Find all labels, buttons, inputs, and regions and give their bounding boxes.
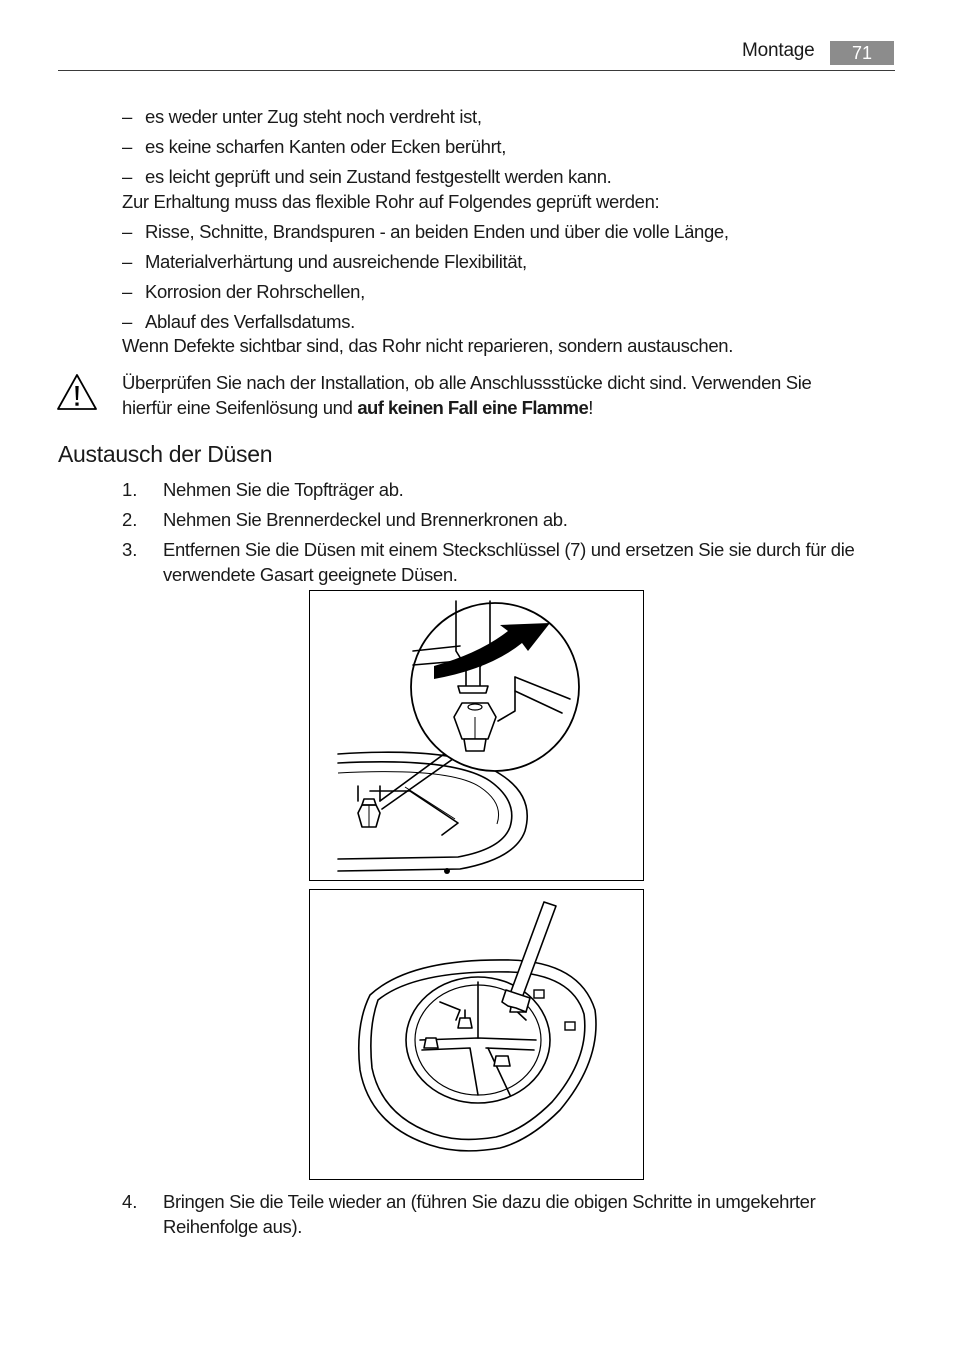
step-text: Reihenfolge aus). [163,1216,303,1237]
list-dash: – [122,251,133,272]
list-dash: – [122,281,133,302]
burner-wrench-illustration [310,890,643,1179]
warning-text-line1: Überprüfen Sie nach der Installation, ob alle Anschlussstücke dicht sind. Verwenden Sie [122,372,812,393]
header-divider [58,70,895,71]
list-item: Materialverhärtung und ausreichende Flexibilität, [145,251,527,272]
nozzle-detail-illustration [310,591,643,880]
warning-emphasis: auf keinen Fall eine Flamme [357,397,589,418]
section-heading: Austausch der Düsen [58,441,273,467]
list-item: es weder unter Zug steht noch verdreht ist, [145,106,482,127]
magnifier-circle [411,603,579,771]
small-nozzle [358,786,380,827]
step-number: 3. [122,539,138,560]
step-number: 1. [122,479,138,500]
list-dash: – [122,311,133,332]
list-dash: – [122,166,133,187]
warning-text-pre: hierfür eine Seifenlösung und [122,397,358,418]
step-text: verwendete Gasart geeignete Düsen. [163,564,458,585]
burner-base [359,960,596,1151]
jets [424,1002,526,1066]
list-dash: – [122,221,133,242]
list-dash: – [122,106,133,127]
list-item: Ablauf des Verfallsdatums. [145,311,355,332]
list-item: Risse, Schnitte, Brandspuren - an beiden Enden und über die volle Länge, [145,221,729,242]
list-item: Korrosion der Rohrschellen, [145,281,365,302]
step-number: 2. [122,509,138,530]
step-number: 4. [122,1191,138,1212]
paragraph: Wenn Defekte sichtbar sind, das Rohr nicht reparieren, sondern austauschen. [122,335,733,356]
header-section-title: Montage [742,40,815,61]
warning-text-post: ! [588,397,593,418]
step-text: Nehmen Sie die Topfträger ab. [163,479,404,500]
warning-triangle-icon [56,373,98,411]
paragraph: Zur Erhaltung muss das flexible Rohr auf Folgendes geprüft werden: [122,191,660,212]
step-text: Entfernen Sie die Düsen mit einem Steckschlüssel (7) und ersetzen Sie sie durch für die [163,539,855,560]
step-text: Nehmen Sie Brennerdeckel und Brennerkronen ab. [163,509,568,530]
fittings [534,990,575,1030]
page-number: 71 [830,41,894,65]
list-dash: – [122,136,133,157]
list-item: es keine scharfen Kanten oder Ecken berührt, [145,136,506,157]
step-text: Bringen Sie die Teile wieder an (führen Sie dazu die obigen Schritte in umgekehrter [163,1191,816,1212]
list-item: es leicht geprüft und sein Zustand festgestellt werden kann. [145,166,612,187]
nozzle-detail-figure [309,590,644,881]
burner-wrench-figure [309,889,644,1180]
warning-text-line2 [122,397,593,419]
